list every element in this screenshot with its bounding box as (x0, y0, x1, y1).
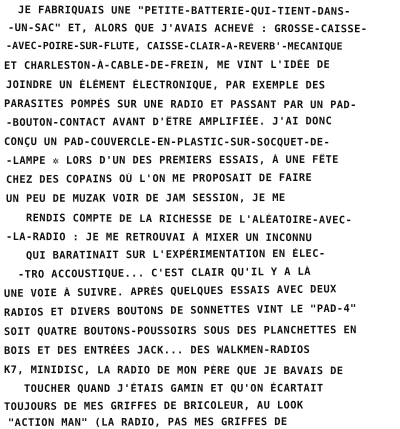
text-line: -TRO ACCOUSTIQUE... C'EST CLAIR QU'IL Y A LÀ (17, 265, 311, 281)
text-line: -LA-RADIO : JE ME RETROUVAI À MIXER UN INCONNU (5, 231, 313, 245)
text-line: K7, MINIDISC, LA RADIO DE MON PÈRE QUE JE BAVAIS DE (3, 364, 344, 378)
text-line: TOUJOURS DE MES GRIFFES DE BRICOLEUR, AU LOOK (3, 399, 304, 413)
text-line: -LAMPE ✲ LORS D'UN DES PREMIERS ESSAIS, À UNE FÊTE (5, 153, 339, 167)
text-line: QUI BARATINAIT SUR L'EXPÉRIMENTATION EN ÉLEC- (25, 247, 326, 262)
text-line: JE FABRIQUAIS UNE "PETITE-BATTERIE-QUI-TIENT-DANS- (17, 4, 351, 18)
text-line: RADIOS ET DIVERS BOUTONS DE SONNETTES VINT LE "PAD-4" (3, 302, 357, 319)
text-line: CHEZ DES COPAINS OÙ L'ON ME PROPOSAIT DE FAIRE (5, 171, 313, 186)
text-line: "ACTION MAN" (LA RADIO, PAS MES GRIFFES DE (7, 415, 288, 429)
text-line: CONÇU UN PAD-COUVERCLE-EN-PLASTIC-SUR-SOCQUET-DE- (3, 136, 331, 149)
text-line: -AVEC-POIRE-SUR-FLUTE, CAISSE-CLAIR-À-RÉVERB'-MÉCANIQUE (5, 41, 343, 53)
text-line: JOINDRE UN ÉLÉMENT ÉLECTRONIQUE, PAR EXEMPLE DES (5, 79, 326, 92)
text-line: UN PEU DE MUZAK VOIR DE JAM SESSION, JE ME (5, 192, 286, 205)
text-line: ET CHARLESTON-À-CABLE-DE-FREIN, ME VINT L'IDÉE DE (3, 58, 331, 72)
text-line: -UN-SAC" ET, ALORS QUE J'AVAIS ACHEVÉ : GROSSE-CAISSE- (7, 22, 368, 36)
text-line: PARASITES POMPÉS SUR UNE RADIO ET PASSANT PAR UN PAD- (3, 98, 357, 112)
text-line: SOIT QUATRE BOUTONS-POUSSOIRS SOUS DES PLANCHETTES EN (3, 324, 357, 338)
text-line: RENDIS COMPTE DE LA RICHESSE DE L'ALÉATOIRE-AVEC- (25, 212, 353, 227)
text-line: -BOUTON-CONTACT AVANT D'ÊTRE AMPLIFIÉE. J'AI DONC (5, 115, 333, 129)
text-line: TOUCHER QUAND J'ÉTAIS GAMIN ET QU'ON ÉCARTAIT (23, 382, 324, 395)
text-line: UNE VOIE À SUIVRE. APRÈS QUELQUES ESSAIS AVEC DEUX (3, 283, 337, 300)
text-line: BOIS ET DES ENTRÉES JACK... DES WALKMEN-RADIOS (3, 343, 311, 357)
